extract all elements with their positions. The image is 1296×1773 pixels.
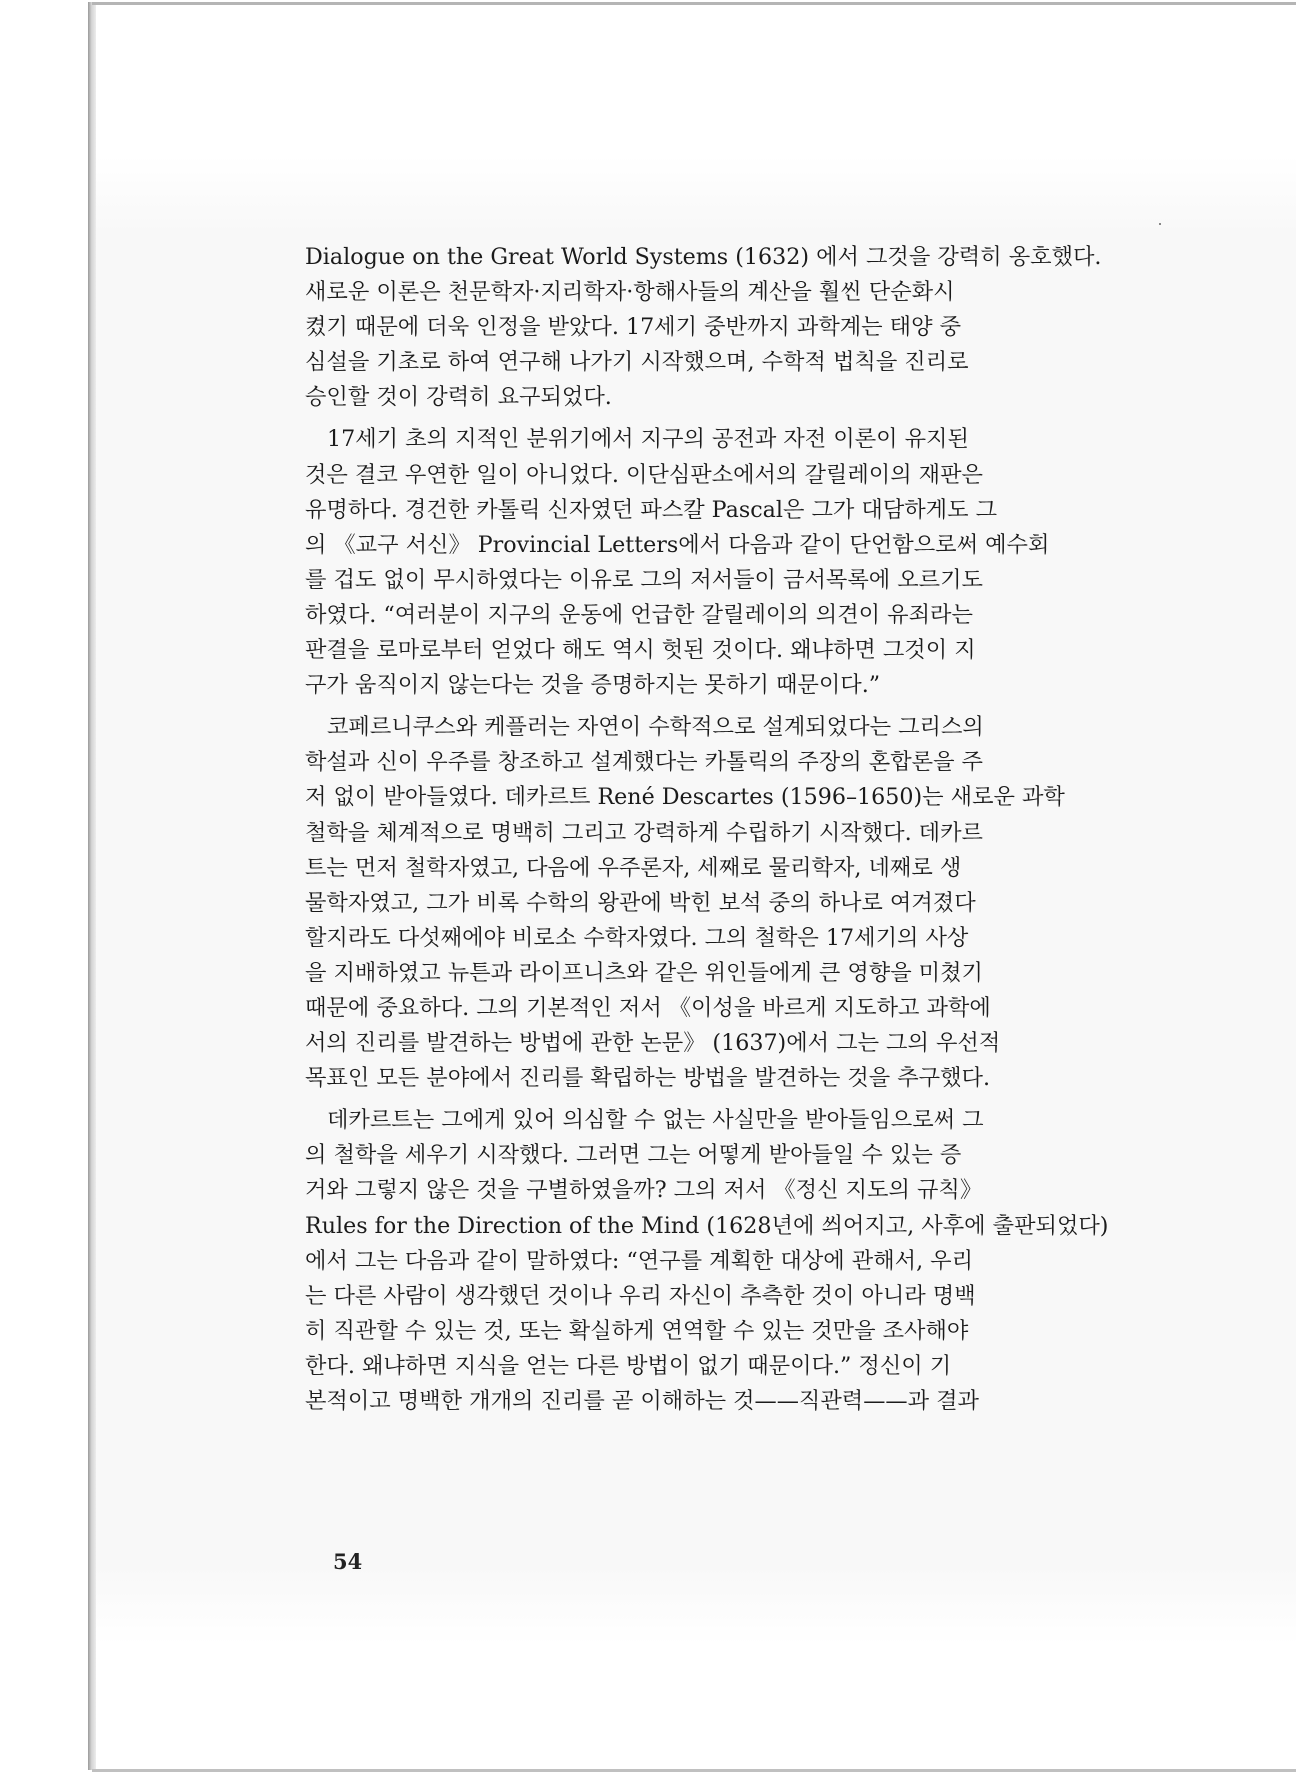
text-line: 유명하다. 경건한 카톨릭 신자였던 파스칼 Pascal은 그가 대담하게도 그: [305, 496, 998, 523]
text-line: 코페르니쿠스와 케플러는 자연이 수학적으로 설계되었다는 그리스의: [327, 714, 984, 741]
text-line: 철학을 체계적으로 명백히 그리고 강력하게 수립하기 시작했다. 데카르: [305, 819, 983, 846]
text-line: 히 직관할 수 있는 것, 또는 확실하게 연역할 수 있는 것만을 조사해야: [305, 1317, 969, 1344]
text-line: 것은 결코 우연한 일이 아니었다. 이단심판소에서의 갈릴레이의 재판은: [305, 461, 983, 488]
text-line: 17세기 초의 지적인 분위기에서 지구의 공전과 자전 이론이 유지된: [327, 426, 969, 453]
text-line: 의 철학을 세우기 시작했다. 그러면 그는 어떻게 받아들일 수 있는 증: [305, 1142, 962, 1169]
text-line: 물학자였고, 그가 비록 수학의 왕관에 박힌 보석 중의 하나로 여겨졌다: [305, 889, 976, 916]
text-line: 켰기 때문에 더욱 인정을 받았다. 17세기 중반까지 과학계는 태양 중: [305, 314, 962, 341]
text-line: 본적이고 명백한 개개의 진리를 곧 이해하는 것——직관력——과 결과: [305, 1388, 979, 1414]
text-line: 저 없이 받아들였다. 데카르트 René Descartes (1596–1650)는 새로운 과학: [305, 784, 1065, 811]
text-line: 를 겁도 없이 무시하였다는 이유로 그의 저서들이 금서목록에 오르기도: [305, 566, 983, 593]
text-line: 할지라도 다섯째에야 비로소 수학자였다. 그의 철학은 17세기의 사상: [305, 924, 969, 951]
text-line: 구가 움직이지 않는다는 것을 증명하지는 못하기 때문이다.”: [305, 672, 881, 699]
text-line: 학설과 신이 우주를 창조하고 설계했다는 카톨릭의 주장의 혼합론을 주: [305, 749, 983, 776]
text-line: 을 지배하였고 뉴튼과 라이프니츠와 같은 위인들에게 큰 영향을 미쳤기: [305, 959, 983, 986]
text-line: 는 다른 사람이 생각했던 것이나 우리 자신이 추측한 것이 아니라 명백: [305, 1282, 976, 1309]
text-line: 거와 그렇지 않은 것을 구별하였을까? 그의 저서 《정신 지도의 규칙》: [305, 1177, 983, 1204]
text-line: 서의 진리를 발견하는 방법에 관한 논문》 (1637)에서 그는 그의 우선적: [305, 1030, 1001, 1057]
text-line: 때문에 중요하다. 그의 기본적인 저서 《이성을 바르게 지도하고 과학에: [305, 994, 991, 1021]
text-line: 한다. 왜냐하면 지식을 얻는 다른 방법이 없기 때문이다.” 정신이 기: [305, 1352, 952, 1379]
text-line: 판결을 로마로부터 얻었다 해도 역시 헛된 것이다. 왜냐하면 그것이 지: [305, 637, 976, 664]
text-line: 심설을 기초로 하여 연구해 나가기 시작했으며, 수학적 법칙을 진리로: [305, 349, 969, 376]
text-line: Rules for the Direction of the Mind (1628년에 씌어지고, 사후에 출판되었다): [305, 1212, 1109, 1239]
speck: [1159, 223, 1161, 225]
text-line: 승인할 것이 강력히 요구되었다.: [305, 384, 612, 411]
page-number: 54: [333, 1549, 363, 1574]
page-left-edge: [88, 2, 96, 1770]
text-line: 에서 그는 다음과 같이 말하였다: “연구를 계획한 대상에 관해서, 우리: [305, 1247, 974, 1274]
text-line: 새로운 이론은 천문학자·지리학자·항해사들의 계산을 훨씬 단순화시: [305, 279, 955, 306]
text-line: 데카르트는 그에게 있어 의심할 수 없는 사실만을 받아들임으로써 그: [327, 1107, 984, 1134]
text-line: 트는 먼저 철학자였고, 다음에 우주론자, 세째로 물리학자, 네째로 생: [305, 854, 962, 881]
text-line: 하였다. “여러분이 지구의 운동에 언급한 갈릴레이의 의견이 유죄라는: [305, 601, 973, 628]
text-line: Dialogue on the Great World Systems (1632) 에서 그것을 강력히 옹호했다.: [305, 244, 1102, 270]
body-text: [305, 240, 1143, 1419]
text-line: 의 《교구 서신》 Provincial Letters에서 다음과 같이 단언함으로써 예수회: [305, 531, 1050, 558]
page-bottom-edge: [92, 1769, 1296, 1772]
text-line: 목표인 모든 분야에서 진리를 확립하는 방법을 발견하는 것을 추구했다.: [305, 1065, 991, 1092]
